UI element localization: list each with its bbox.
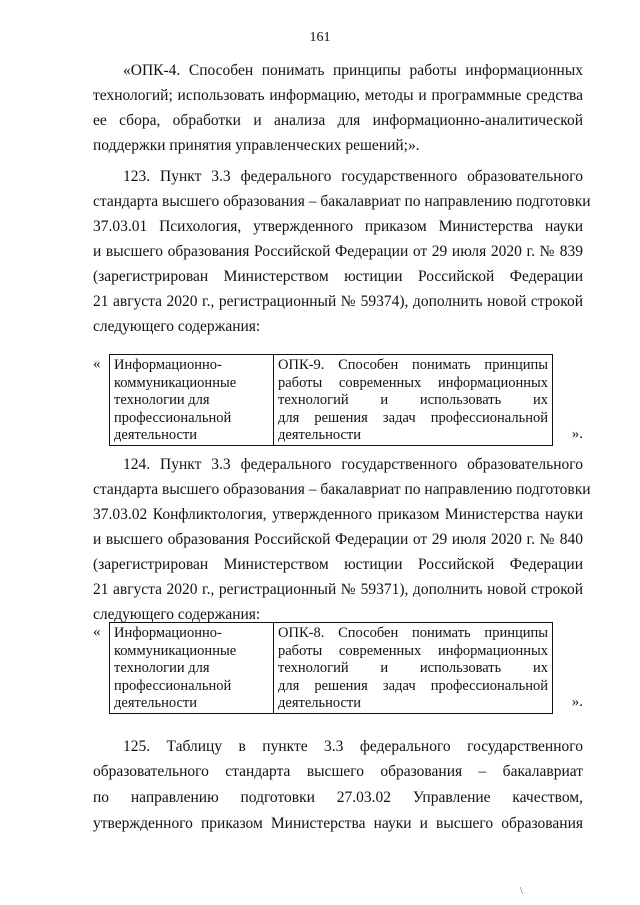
text-line: и высшего образования Российской Федерации от 29 июля 2020 г. № 840 — [93, 531, 583, 548]
item-124-paragraph — [93, 452, 591, 627]
cell-line: деятельности — [278, 695, 362, 711]
item-125-paragraph — [93, 734, 583, 837]
cell-line: для решения задач профессиональной — [278, 677, 548, 694]
item-123-paragraph — [93, 164, 591, 339]
text-line: 124. Пункт 3.3 федерального государственного образовательного — [123, 456, 583, 473]
page-number: 161 — [309, 30, 331, 45]
cell-line: работы современных информационных — [278, 642, 548, 659]
opk4-paragraph — [93, 58, 583, 158]
cell-line: технологий и использовать их — [278, 392, 548, 408]
cell-line: ОПК-8. Способен понимать принципы — [278, 625, 548, 641]
open-quote: « — [93, 356, 101, 372]
text-line: 37.03.02 Конфликтология, утвержденного приказом Министерства науки — [93, 506, 583, 523]
text-line: 123. Пункт 3.3 федерального государственного образовательного — [123, 168, 583, 185]
cell-line: ОПК-9. Способен понимать принципы — [278, 357, 548, 373]
text-line: 21 августа 2020 г., регистрационный № 59371), дополнить новой строкой — [93, 581, 583, 598]
text-line: (зарегистрирован Министерством юстиции Российской Федерации — [93, 556, 583, 573]
cell-line: для решения задач профессиональной — [278, 409, 548, 426]
cell-line: коммуникационные — [114, 642, 237, 659]
insert-table-123 — [93, 354, 583, 446]
cell-line: коммуникационные — [114, 374, 237, 391]
text-line: 37.03.01 Психология, утвержденного приказом Министерства науки — [93, 218, 583, 235]
cell-line: профессиональной — [114, 677, 232, 694]
text-line: стандарта высшего образования – бакалавриат по направлению подготовки — [93, 481, 591, 498]
cell-line: технологий и использовать их — [278, 660, 548, 676]
text-line: 125. Таблицу в пункте 3.3 федерального государственного — [123, 738, 583, 755]
cell-line: профессиональной — [114, 409, 232, 426]
table-cell-competency — [274, 623, 553, 714]
text-line: технологий; использовать информацию, методы и программные средства — [93, 87, 583, 104]
text-line: следующего содержания: — [93, 606, 261, 623]
competency-table — [109, 354, 553, 446]
text-line: утвержденного приказом Министерства науки и высшего образования — [93, 815, 583, 832]
table-cell-area — [110, 355, 274, 446]
text-line: ее сбора, обработки и анализа для информационно-аналитической — [93, 112, 583, 129]
text-line: (зарегистрирован Министерством юстиции Российской Федерации — [93, 268, 583, 285]
text-line: «ОПК-4. Способен понимать принципы работы информационных — [123, 62, 583, 79]
insert-table-124 — [93, 622, 583, 714]
table-cell-competency — [274, 355, 553, 446]
text-line: по направлению подготовки 27.03.02 Управление качеством, — [93, 789, 583, 806]
scan-mark: \ — [520, 886, 523, 897]
text-line: следующего содержания: — [93, 318, 261, 335]
text-line: и высшего образования Российской Федерации от 29 июля 2020 г. № 839 — [93, 243, 583, 260]
competency-table — [109, 622, 553, 714]
text-line: образовательного стандарта высшего образования – бакалавриат — [93, 763, 583, 780]
cell-line: технологии для — [114, 392, 210, 408]
cell-line: Информационно- — [114, 625, 222, 641]
table-row — [110, 623, 553, 714]
close-quote: ». — [571, 426, 583, 442]
cell-line: деятельности — [278, 427, 362, 443]
text-line: стандарта высшего образования – бакалавриат по направлению подготовки — [93, 193, 591, 210]
cell-line: технологии для — [114, 660, 210, 676]
cell-line: Информационно- — [114, 357, 222, 373]
close-quote: ». — [571, 694, 583, 710]
table-row — [110, 355, 553, 446]
text-line: 21 августа 2020 г., регистрационный № 59374), дополнить новой строкой — [93, 293, 583, 310]
text-line: поддержки принятия управленческих решений;». — [93, 137, 420, 154]
open-quote: « — [93, 624, 101, 640]
cell-line: деятельности — [114, 427, 198, 443]
cell-line: деятельности — [114, 695, 198, 711]
table-cell-area — [110, 623, 274, 714]
cell-line: работы современных информационных — [278, 374, 548, 391]
